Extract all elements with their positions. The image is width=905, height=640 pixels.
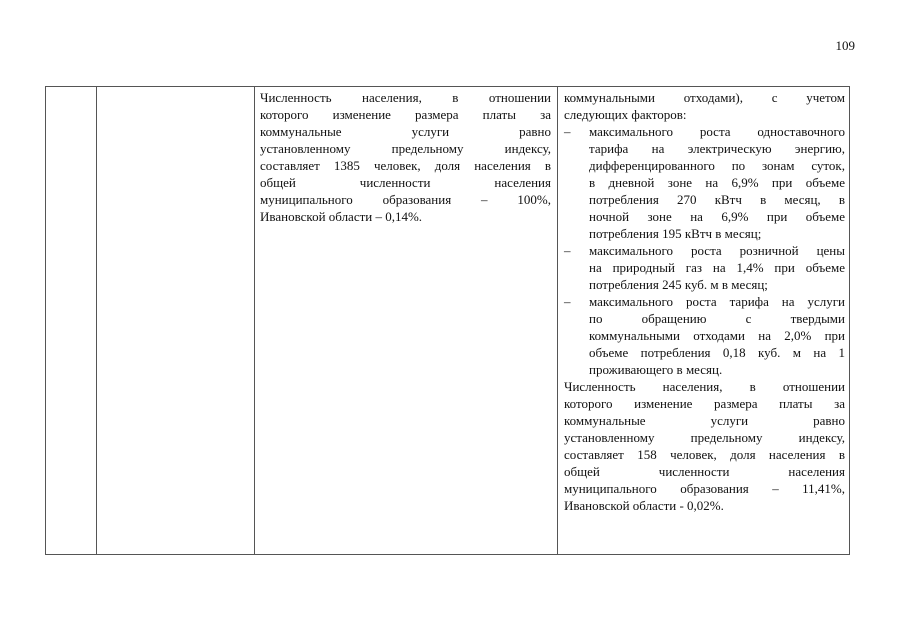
text-line: установленному предельному индексу, [564,430,845,445]
text-line: муниципального образования – 11,41%, [564,481,845,496]
text-line: объеме потребления 0,18 куб. м на 1 [589,345,845,360]
page-number: 109 [835,38,855,53]
text-line: Численность населения, в отношении [260,90,551,105]
text-line: тарифа на электрическую энергию, [589,141,845,156]
text-line: следующих факторов: [564,107,687,122]
bullet-dash: – [564,294,571,309]
document-table [45,86,850,555]
text-line: по обращению с твердыми [589,311,845,326]
text-line: проживающего в месяц. [589,362,723,377]
text-line: установленному предельному индексу, [260,141,551,156]
table-cell-tariff-factors [564,89,845,514]
text-line: составляет 1385 человек, доля населения в [260,158,551,173]
text-line: дифференцированного по зонам суток, [589,158,845,173]
text-line: ночной зоне на 6,9% при объеме [589,209,845,224]
text-line: муниципального образования – 100%, [260,192,551,207]
text-line: составляет 158 человек, доля населения в [564,447,845,462]
text-line: потребления 195 кВтч в месяц; [589,226,762,241]
text-line: общей численности населения [260,175,551,190]
table-cell-population-info [260,89,551,225]
text-line: которого изменение размера платы за [564,396,845,411]
list-item-electricity [564,123,845,242]
list-item-gas [564,242,845,293]
text-line: в дневной зоне на 6,9% при объеме [589,175,845,190]
text-line: Численность населения, в отношении [564,379,845,394]
text-line: коммунальные услуги равно [564,413,845,428]
text-line: коммунальными отходами на 2,0% при [589,328,845,343]
bullet-dash: – [564,243,571,258]
text-line: коммунальными отходами), с учетом [564,90,845,105]
text-line: Ивановской области - 0,02%. [564,498,724,513]
bullet-dash: – [564,124,571,139]
text-line: максимального роста тарифа на услуги [589,294,845,309]
text-line: на природный газ на 1,4% при объеме [589,260,845,275]
text-line: Ивановской области – 0,14%. [260,209,423,224]
text-line: максимального роста розничной цены [589,243,845,258]
text-line: общей численности населения [564,464,845,479]
list-item-waste [564,293,845,378]
text-line: максимального роста одноставочного [589,124,845,139]
column-divider-3 [557,87,558,554]
text-line: коммунальные услуги равно [260,124,551,139]
column-divider-2 [254,87,255,554]
text-line: потребления 245 куб. м в месяц; [589,277,768,292]
text-line: потребления 270 кВтч в месяц, в [589,192,845,207]
text-line: которого изменение размера платы за [260,107,551,122]
column-divider-1 [96,87,97,554]
